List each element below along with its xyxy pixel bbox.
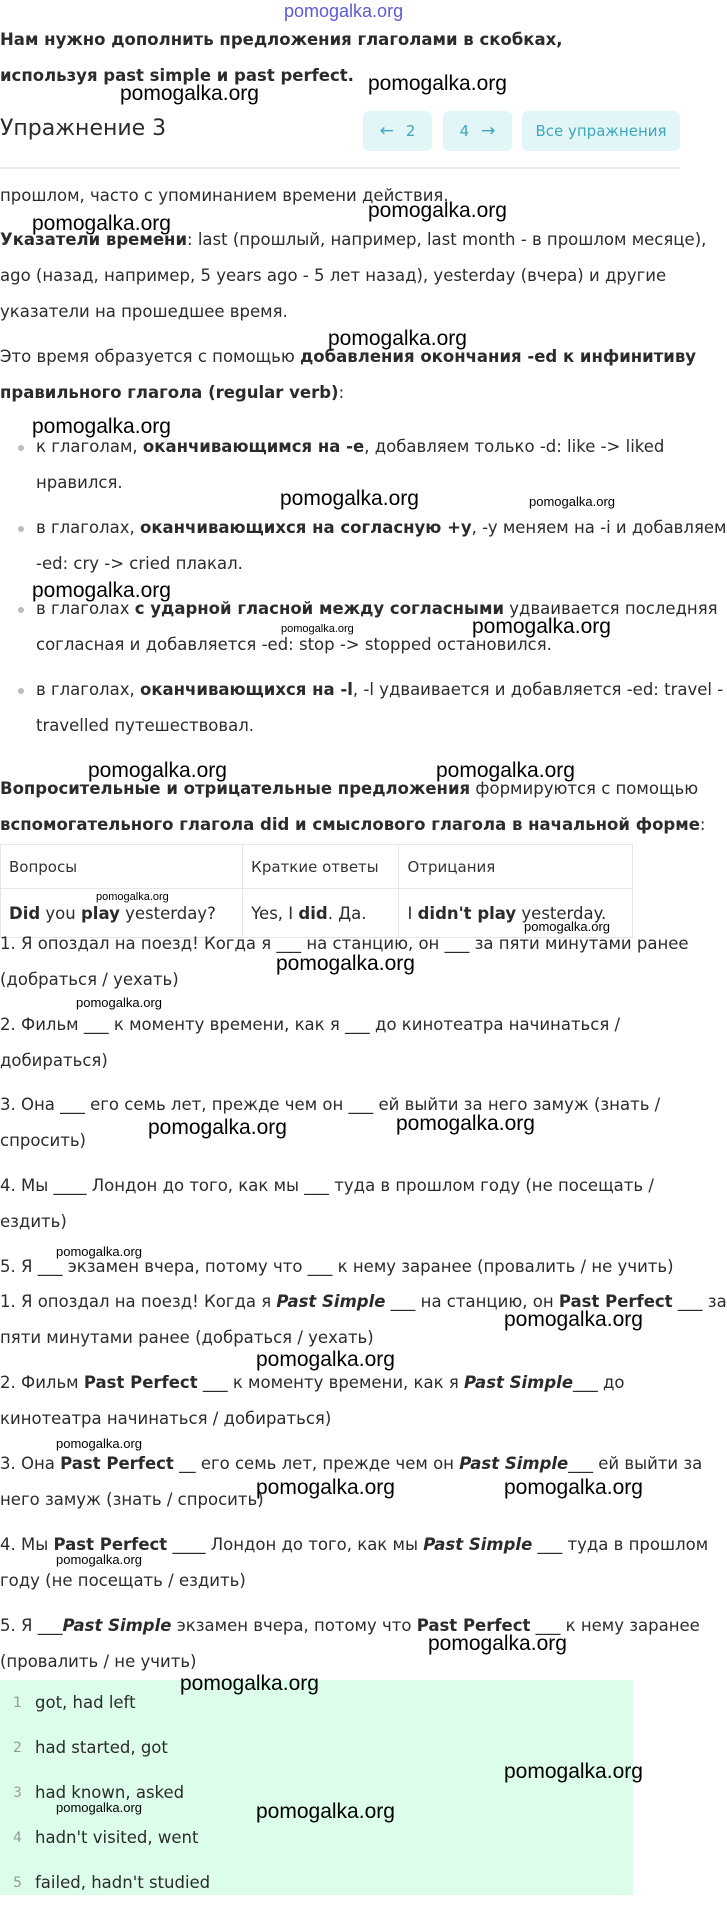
watermark: pomogalka.org [504, 1308, 643, 1331]
watermark: pomogalka.org [32, 579, 171, 602]
watermark: pomogalka.org [368, 72, 507, 95]
answer-text: got, had left [35, 1693, 136, 1712]
watermark: pomogalka.org [524, 919, 610, 934]
rule-4-line-2: travelled путешествовал. [36, 716, 255, 735]
watermark: pomogalka.org [396, 1112, 535, 1135]
rule-2-line-1 [36, 510, 726, 546]
watermark: pomogalka.org [76, 995, 162, 1010]
questions-bold-2: вспомогательного глагола did и смыслового глагола в начальной форме [0, 815, 700, 834]
time-markers-line-3: указатели на прошедшее время. [0, 302, 288, 321]
formation-bold-2: правильного глагола (regular verb) [0, 383, 339, 402]
table-header-cell: Краткие ответы [243, 845, 399, 889]
answer-number: 5 [13, 1874, 22, 1891]
ann-text: 4. Мы [0, 1535, 54, 1554]
ann-text: ___ ей выйти за [568, 1454, 703, 1473]
tense-label: Past Perfect [60, 1454, 174, 1473]
cell-text: . Да. [327, 903, 367, 923]
rule-bullet [18, 526, 24, 532]
sentence-4-line-2: ездить) [0, 1212, 67, 1231]
watermark: pomogalka.org [180, 1672, 319, 1695]
next-exercise-label: 4 [459, 122, 470, 140]
ann-text: экзамен вчера, потому что [171, 1616, 417, 1635]
rule-bold: оканчивающимся на -e [142, 437, 365, 456]
rule-3-line-2: согласная и добавляется -ed: stop -> stopped остановился. [36, 635, 552, 654]
rule-text: к глаголам, [36, 437, 143, 456]
ann-text: 1. Я опоздал на поезд! Когда я [0, 1292, 277, 1311]
prev-exercise-label: 2 [405, 122, 416, 140]
answer-text: had started, got [35, 1738, 168, 1757]
cell-text: you [40, 903, 81, 923]
watermark: pomogalka.org [504, 1760, 643, 1783]
table-header-cell: Вопросы [1, 845, 243, 889]
sentence-3-line-1: 3. Она ___ его семь лет, прежде чем он ___ ей выйти за него замуж (знать / [0, 1095, 661, 1114]
table-header-row [1, 845, 633, 889]
formation-colon: : [338, 383, 345, 402]
sentence-2-line-2: добираться) [0, 1051, 108, 1070]
answers-block [0, 1680, 633, 1895]
watermark: pomogalka.org [428, 1632, 567, 1655]
answer-text: had known, asked [35, 1783, 185, 1802]
bold-word: did [298, 903, 328, 923]
watermark: pomogalka.org [56, 1552, 142, 1567]
watermark: pomogalka.org [120, 82, 259, 105]
ann-text: ___ за [672, 1292, 727, 1311]
formation-text: Это время образуется с помощью [0, 347, 300, 366]
time-markers-label: Указатели времени [0, 230, 188, 249]
sentence-3-line-2: спросить) [0, 1131, 86, 1150]
rule-text: в глаголах [36, 599, 135, 618]
watermark: pomogalka.org [88, 759, 227, 782]
tense-label: Past Perfect [53, 1535, 168, 1554]
prev-exercise-button[interactable] [363, 111, 432, 151]
rule-bold: с ударной гласной между согласными [134, 599, 505, 618]
sentence-2-line-1: 2. Фильм ___ к моменту времени, как я ___ до кинотеатра начинаться / [0, 1015, 621, 1034]
tense-label: Past Perfect [83, 1373, 198, 1392]
watermark: pomogalka.org [256, 1800, 395, 1823]
watermark: pomogalka.org [529, 494, 615, 509]
arrow-right-icon: → [481, 121, 496, 141]
watermark: pomogalka.org [504, 1476, 643, 1499]
rule-1-line-2: нравился. [36, 473, 123, 492]
ann-text: ___ туда в прошлом [532, 1535, 709, 1554]
rule-bullet [18, 445, 24, 451]
bold-word: Did [9, 903, 41, 923]
answer-number: 2 [13, 1739, 22, 1756]
exercise-title: Упражнение 3 [0, 116, 167, 141]
all-exercises-label: Все упражнения [535, 122, 667, 140]
ann-text: ____ Лондон до того, как мы [167, 1535, 424, 1554]
ann-text: __ его семь лет, прежде чем он [173, 1454, 460, 1473]
cell-text: Yes, I [251, 903, 299, 923]
time-markers-line-2: ago (назад, например, 5 years ago - 5 лет назад), yesterday (вчера) и другие [0, 266, 667, 285]
rule-text: , -y меняем на -i и добавляем [471, 518, 727, 537]
task-statement [0, 22, 650, 94]
annotated-5-line-1 [0, 1608, 700, 1644]
sentence-1-line-2: (добраться / уехать) [0, 970, 179, 989]
questions-line-2 [0, 807, 705, 843]
bold-word: play [80, 903, 120, 923]
rule-bullet [18, 607, 24, 613]
time-markers-text: : last (прошлый, например, last month - в прошлом месяце), [187, 230, 707, 249]
watermark: pomogalka.org [56, 1244, 142, 1259]
rule-4-line-1 [36, 672, 723, 708]
watermark: pomogalka.org [328, 327, 467, 350]
all-exercises-button[interactable] [522, 111, 680, 151]
sentence-5-line-1: 5. Я ___ экзамен вчера, потому что ___ к нему заранее (провалить / не учить) [0, 1257, 674, 1276]
watermark: pomogalka.org [148, 1116, 287, 1139]
rule-bullet [18, 688, 24, 694]
ann-text: ___ до [573, 1373, 625, 1392]
header-divider [0, 167, 680, 169]
rule-bold: оканчивающихся на -l [139, 680, 353, 699]
watermark: pomogalka.org [56, 1800, 142, 1815]
questions-colon: : [699, 815, 706, 834]
sentence-4-line-1: 4. Мы ____ Лондон до того, как мы ___ туда в прошлом году (не посещать / [0, 1176, 654, 1195]
ann-text: 5. Я ___ [0, 1616, 63, 1635]
tense-label: Past Perfect [558, 1292, 673, 1311]
arrow-left-icon: ← [379, 121, 394, 141]
ann-text: ___ на станцию, он [385, 1292, 559, 1311]
tense-label: Past Simple [464, 1373, 574, 1392]
watermark: pomogalka.org [436, 759, 575, 782]
answer-number: 4 [13, 1829, 22, 1846]
sentence-1-line-1: 1. Я опоздал на поезд! Когда я ___ на станцию, он ___ за пяти минутами ранее [0, 934, 689, 953]
questions-bold: Вопросительные и отрицательные предложения [0, 779, 471, 798]
watermark: pomogalka.org [256, 1476, 395, 1499]
tense-label: Past Simple [276, 1292, 386, 1311]
rule-text: в глаголах, [36, 518, 140, 537]
tense-label: Past Perfect [416, 1616, 531, 1635]
annotated-4-line-2: году (не посещать / ездить) [0, 1571, 246, 1590]
watermark: pomogalka.org [280, 487, 419, 510]
answer-row [0, 1860, 633, 1905]
formation-bold-1: добавления окончания -ed к инфинитиву [299, 347, 697, 366]
theory-line: прошлом, часто с упоминанием времени действия. [0, 186, 449, 205]
annotated-1-line-2: пяти минутами ранее (добраться / уехать) [0, 1328, 374, 1347]
bold-word: didn't play [417, 903, 517, 923]
rule-text: , добавляем только -d: like -> liked [364, 437, 665, 456]
task-text: Нам нужно дополнить предложения глаголами в скобках, используя past simple и past perfect. [0, 30, 563, 85]
ann-text: 3. Она [0, 1454, 61, 1473]
ann-text: ___ к моменту времени, как я [197, 1373, 465, 1392]
tense-label: Past Simple [423, 1535, 533, 1554]
answer-number: 3 [13, 1784, 22, 1801]
rule-2-line-2: -ed: cry -> cried плакал. [36, 554, 243, 573]
watermark: pomogalka.org [96, 891, 169, 903]
rule-text: в глаголах, [36, 680, 140, 699]
watermark: pomogalka.org [32, 212, 171, 235]
watermark: pomogalka.org [368, 199, 507, 222]
annotated-3-line-2: него замуж (знать / спросить) [0, 1490, 264, 1509]
watermark: pomogalka.org [56, 1436, 142, 1451]
answer-number: 1 [13, 1694, 22, 1711]
cell-text: yesterday. [516, 903, 607, 923]
next-exercise-button[interactable] [443, 111, 512, 151]
ann-text: 2. Фильм [0, 1373, 84, 1392]
tense-label: Past Simple [62, 1616, 172, 1635]
rule-text: удваивается последняя [504, 599, 718, 618]
questions-text: формируются с помощью [470, 779, 699, 798]
answer-text: hadn't visited, went [35, 1828, 199, 1847]
ann-text: ___ к нему заранее [530, 1616, 700, 1635]
watermark: pomogalka.org [472, 615, 611, 638]
cell-text: I [407, 903, 418, 923]
site-watermark-top: pomogalka.org [284, 1, 404, 21]
cell-text: yesterday? [119, 903, 216, 923]
table-header-cell: Отрицания [399, 845, 633, 889]
tense-label: Past Simple [459, 1454, 569, 1473]
watermark: pomogalka.org [32, 415, 171, 438]
watermark: pomogalka.org [276, 952, 415, 975]
answer-text: failed, hadn't studied [35, 1873, 211, 1892]
annotated-5-line-2: (провалить / не учить) [0, 1652, 197, 1671]
annotated-2-line-2: кинотеатра начинаться / добираться) [0, 1409, 332, 1428]
formation-line-2 [0, 375, 344, 411]
rule-bold: оканчивающихся на согласную +y [139, 518, 472, 537]
rule-text: , -l удваивается и добавляется -ed: travel - [352, 680, 724, 699]
watermark: pomogalka.org [281, 623, 354, 635]
watermark: pomogalka.org [256, 1348, 395, 1371]
